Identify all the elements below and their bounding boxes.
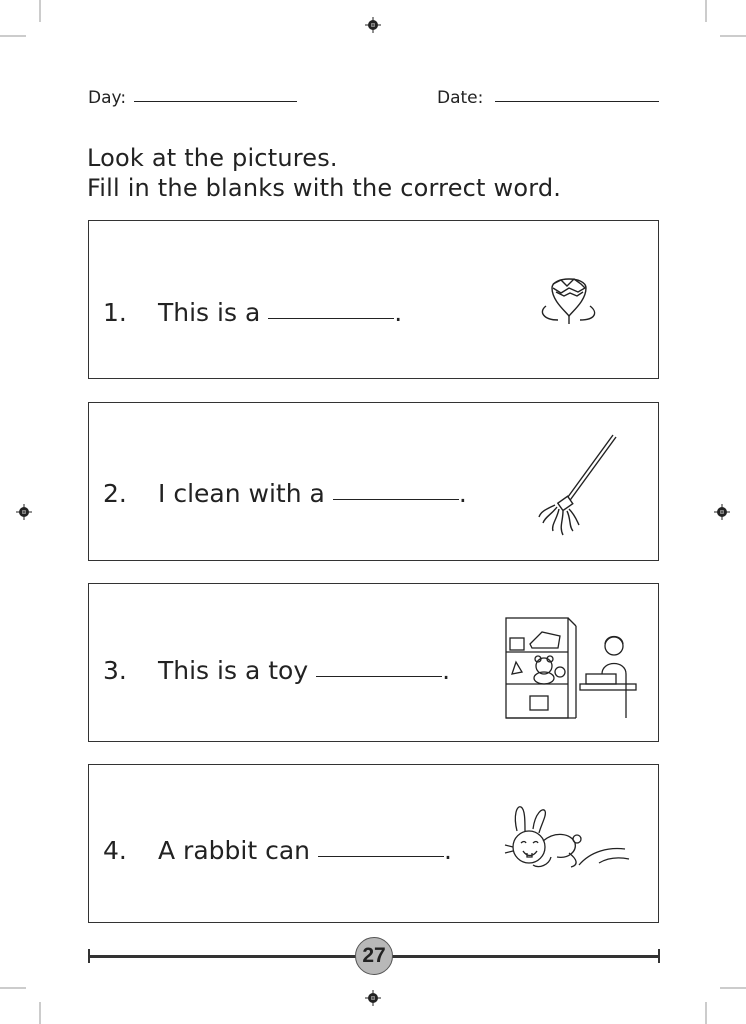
- answer-blank[interactable]: [318, 855, 444, 857]
- question-box-1: [88, 220, 659, 379]
- answer-blank[interactable]: [268, 317, 394, 319]
- question-sentence: [158, 479, 467, 508]
- spinning-top-icon: [534, 266, 604, 336]
- date-label: Date:: [437, 88, 484, 108]
- question-text: A rabbit can: [158, 836, 310, 865]
- question-box-3: [88, 583, 659, 742]
- question-sentence: [158, 298, 402, 327]
- hopping-rabbit-icon: [499, 803, 639, 893]
- registration-mark-right: [714, 504, 730, 520]
- instruction-line-1: Look at the pictures.: [87, 144, 338, 172]
- footer-rule-cap-left: [88, 949, 90, 963]
- question-number: 3.: [103, 656, 127, 685]
- question-box-2: [88, 402, 659, 561]
- day-field[interactable]: [134, 101, 297, 102]
- question-text: This is a toy: [158, 656, 309, 685]
- answer-blank[interactable]: [333, 498, 459, 500]
- sentence-period: .: [458, 479, 467, 508]
- date-field[interactable]: [495, 101, 659, 102]
- instruction-line-2: Fill in the blanks with the correct word.: [87, 174, 562, 202]
- registration-mark-left: [16, 504, 32, 520]
- sentence-period: .: [444, 836, 452, 865]
- sentence-period: .: [394, 298, 403, 327]
- question-sentence: [158, 836, 452, 865]
- toy-shop-icon: [502, 614, 642, 724]
- question-number: 1.: [103, 298, 127, 327]
- day-label: Day:: [88, 88, 127, 108]
- question-sentence: [158, 656, 450, 685]
- question-text: This is a: [158, 298, 261, 327]
- sentence-period: .: [442, 656, 451, 685]
- question-number: 4.: [103, 836, 127, 865]
- question-text: I clean with a: [158, 479, 325, 508]
- mop-icon: [529, 431, 619, 541]
- question-box-4: [88, 764, 659, 923]
- question-number: 2.: [103, 479, 127, 508]
- answer-blank[interactable]: [316, 675, 442, 677]
- registration-mark-bottom: [365, 990, 381, 1006]
- registration-mark-top: [365, 17, 381, 33]
- footer-rule-cap-right: [658, 949, 660, 963]
- page-number: 27: [355, 937, 393, 975]
